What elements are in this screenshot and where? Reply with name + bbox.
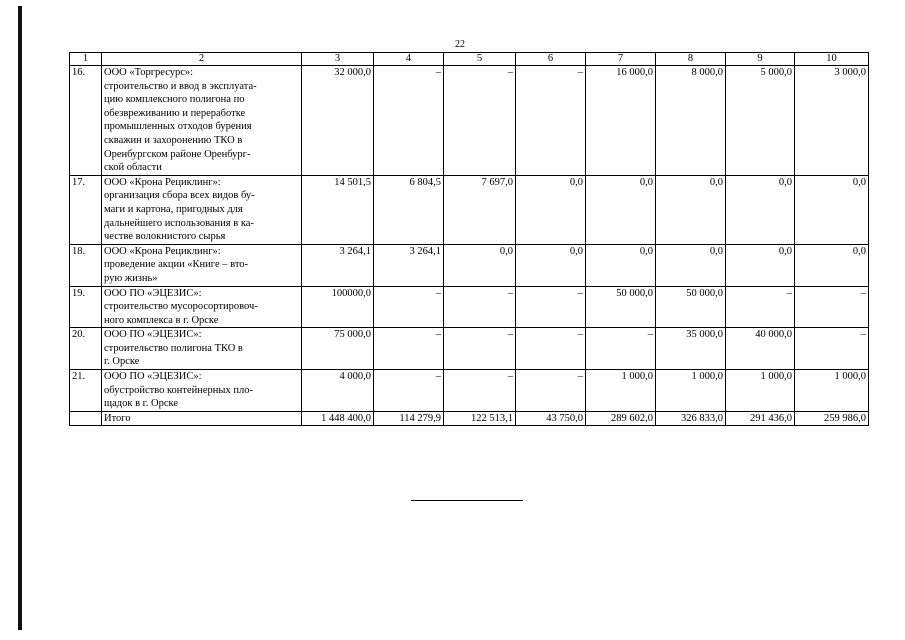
total-value-cell: 43 750,0	[516, 411, 586, 425]
row-number: 20.	[70, 328, 102, 370]
value-cell: 0,0	[795, 244, 869, 286]
total-row	[70, 411, 869, 425]
value-cell: –	[795, 328, 869, 370]
description-line: маги и картона, пригодных для	[104, 203, 243, 215]
row-description	[102, 286, 302, 328]
row-description	[102, 328, 302, 370]
value-cell: –	[374, 286, 444, 328]
column-header: 6	[516, 53, 586, 66]
description-line: организация сбора всех видов бу-	[104, 190, 255, 202]
description-line: щадок в г. Орске	[104, 398, 179, 410]
value-cell: 0,0	[444, 244, 516, 286]
value-cell: 0,0	[726, 244, 795, 286]
description-line: ООО «Торгресурс»:	[104, 67, 194, 78]
description-line: дальнейшего использования в ка-	[104, 217, 254, 229]
description-line: цию комплексного полигона по	[104, 94, 245, 106]
scan-edge-bar	[18, 6, 22, 630]
column-number-row	[70, 53, 869, 66]
value-cell: 75 000,0	[302, 328, 374, 370]
value-cell: 50 000,0	[656, 286, 726, 328]
column-header: 7	[586, 53, 656, 66]
total-value-cell: 289 602,0	[586, 411, 656, 425]
value-cell: 1 000,0	[726, 370, 795, 412]
value-cell: 5 000,0	[726, 66, 795, 176]
value-cell: 35 000,0	[656, 328, 726, 370]
row-number: 21.	[70, 370, 102, 412]
value-cell: 0,0	[516, 175, 586, 244]
row-number: 18.	[70, 244, 102, 286]
total-label: Итого	[102, 411, 302, 425]
description-line: ного комплекса в г. Орске	[104, 314, 219, 326]
column-header: 8	[656, 53, 726, 66]
total-number-cell	[70, 411, 102, 425]
value-cell: –	[795, 286, 869, 328]
description-line: обезвреживанию и переработке	[104, 107, 246, 119]
value-cell: 0,0	[586, 175, 656, 244]
row-number: 16.	[70, 66, 102, 176]
description-line: строительство и ввод в эксплуата-	[104, 80, 257, 92]
description-line: ООО «Крона Рециклинг»:	[104, 176, 221, 188]
column-header: 3	[302, 53, 374, 66]
value-cell: 3 000,0	[795, 66, 869, 176]
value-cell: 16 000,0	[586, 66, 656, 176]
description-line: честве волокнистого сырья	[104, 231, 226, 243]
table-row	[70, 244, 869, 286]
value-cell: 1 000,0	[656, 370, 726, 412]
description-line: проведение акции «Книге – вто-	[104, 259, 249, 271]
row-number: 19.	[70, 286, 102, 328]
value-cell: –	[726, 286, 795, 328]
table-row	[70, 328, 869, 370]
total-value-cell: 1 448 400,0	[302, 411, 374, 425]
value-cell: 0,0	[586, 244, 656, 286]
total-value-cell: 291 436,0	[726, 411, 795, 425]
value-cell: –	[444, 286, 516, 328]
table-row	[70, 66, 869, 176]
value-cell: –	[444, 328, 516, 370]
value-cell: –	[516, 286, 586, 328]
description-line: ООО ПО «ЭЦЕЗИС»:	[104, 287, 202, 299]
page-number: 22	[455, 39, 465, 50]
value-cell: 3 264,1	[302, 244, 374, 286]
column-header: 9	[726, 53, 795, 66]
description-line: рую жизнь»	[104, 272, 158, 284]
value-cell: 8 000,0	[656, 66, 726, 176]
value-cell: 0,0	[656, 244, 726, 286]
budget-table	[69, 52, 869, 426]
value-cell: –	[516, 370, 586, 412]
total-value-cell: 122 513,1	[444, 411, 516, 425]
table-row	[70, 370, 869, 412]
total-value-cell: 114 279,9	[374, 411, 444, 425]
value-cell: 100000,0	[302, 286, 374, 328]
description-line: обустройство контейнерных пло-	[104, 384, 253, 396]
value-cell: 0,0	[516, 244, 586, 286]
description-line: ООО ПО «ЭЦЕЗИС»:	[104, 329, 202, 341]
value-cell: 14 501,5	[302, 175, 374, 244]
description-line: промышленных отходов бурения	[104, 121, 252, 133]
column-header: 2	[102, 53, 302, 66]
value-cell: –	[444, 370, 516, 412]
description-line: ООО ПО «ЭЦЕЗИС»:	[104, 371, 202, 383]
value-cell: 0,0	[726, 175, 795, 244]
value-cell: –	[374, 328, 444, 370]
column-header: 1	[70, 53, 102, 66]
value-cell: 50 000,0	[586, 286, 656, 328]
table-row	[70, 175, 869, 244]
description-line: ООО «Крона Рециклинг»:	[104, 245, 221, 257]
value-cell: 3 264,1	[374, 244, 444, 286]
value-cell: –	[374, 370, 444, 412]
value-cell: –	[586, 328, 656, 370]
description-line: ской области	[104, 162, 162, 174]
row-description	[102, 244, 302, 286]
column-header: 10	[795, 53, 869, 66]
value-cell: –	[516, 66, 586, 176]
table-row	[70, 286, 869, 328]
total-value-cell: 326 833,0	[656, 411, 726, 425]
value-cell: 0,0	[656, 175, 726, 244]
row-description	[102, 66, 302, 176]
row-number: 17.	[70, 175, 102, 244]
description-line: строительство полигона ТКО в	[104, 342, 243, 354]
value-cell: 6 804,5	[374, 175, 444, 244]
description-line: г. Орске	[104, 356, 140, 368]
row-description	[102, 370, 302, 412]
value-cell: –	[516, 328, 586, 370]
value-cell: 7 697,0	[444, 175, 516, 244]
value-cell: 0,0	[795, 175, 869, 244]
value-cell: 40 000,0	[726, 328, 795, 370]
value-cell: –	[444, 66, 516, 176]
value-cell: 1 000,0	[586, 370, 656, 412]
description-line: строительство мусоросортировоч-	[104, 301, 258, 313]
value-cell: 1 000,0	[795, 370, 869, 412]
bottom-rule-line	[411, 500, 523, 501]
value-cell: –	[374, 66, 444, 176]
value-cell: 4 000,0	[302, 370, 374, 412]
value-cell: 32 000,0	[302, 66, 374, 176]
column-header: 4	[374, 53, 444, 66]
total-value-cell: 259 986,0	[795, 411, 869, 425]
description-line: Оренбургском районе Оренбург-	[104, 148, 251, 160]
column-header: 5	[444, 53, 516, 66]
row-description	[102, 175, 302, 244]
description-line: скважин и захоронению ТКО в	[104, 134, 243, 146]
